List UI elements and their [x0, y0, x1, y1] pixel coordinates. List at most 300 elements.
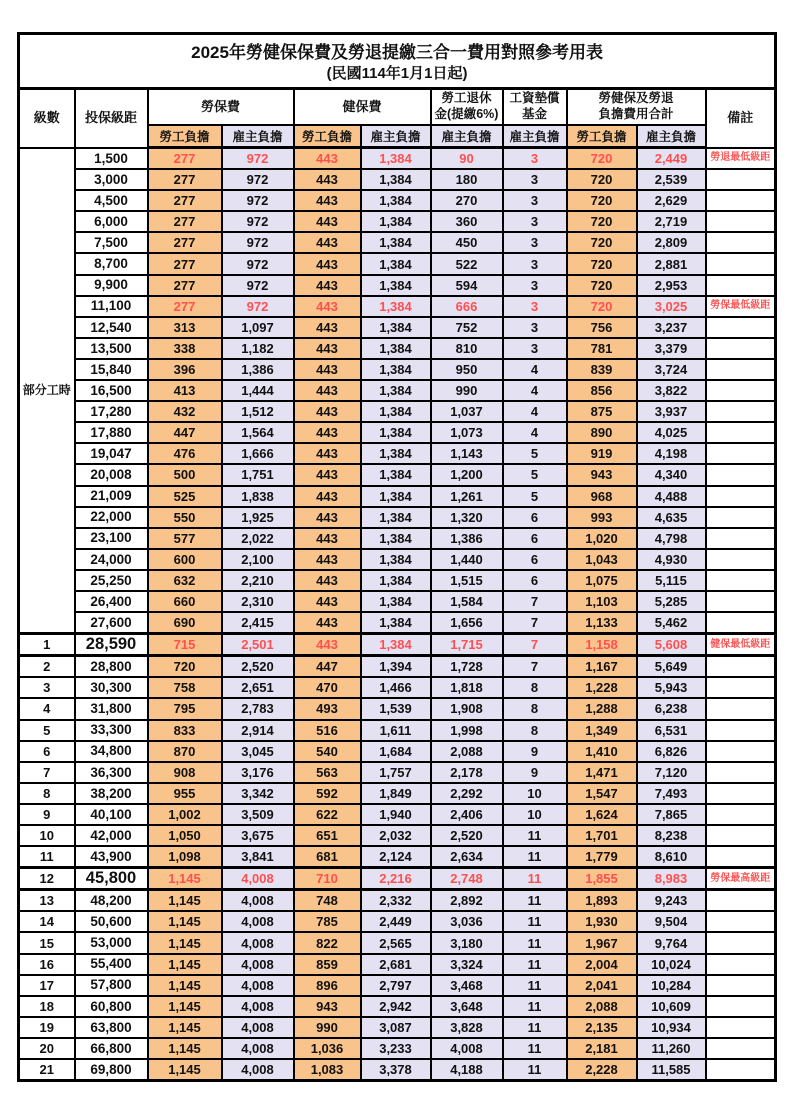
value-cell: 666 — [431, 296, 503, 317]
value-cell: 4,008 — [222, 954, 294, 975]
value-cell: 9,243 — [637, 890, 706, 912]
table-row — [19, 169, 776, 190]
value-cell: 896 — [294, 975, 361, 996]
value-cell: 4,025 — [637, 422, 706, 443]
table-row — [19, 253, 776, 274]
value-cell: 1,386 — [431, 528, 503, 549]
value-cell: 2,032 — [361, 825, 431, 846]
value-cell: 1,925 — [222, 507, 294, 528]
value-cell: 1,097 — [222, 317, 294, 338]
value-cell: 443 — [294, 612, 361, 634]
remark-cell — [706, 656, 776, 678]
value-cell: 4,008 — [222, 890, 294, 912]
value-cell: 1,998 — [431, 720, 503, 741]
value-cell: 277 — [148, 211, 222, 232]
value-cell: 1,158 — [567, 634, 637, 656]
value-cell: 2,719 — [637, 211, 706, 232]
value-cell: 2,565 — [361, 932, 431, 953]
table-row — [19, 825, 776, 846]
bracket-cell: 40,100 — [75, 804, 148, 825]
value-cell: 1,145 — [148, 932, 222, 953]
remark-cell — [706, 996, 776, 1017]
table-row — [19, 380, 776, 401]
value-cell: 3,342 — [222, 783, 294, 804]
value-cell: 11 — [503, 1017, 567, 1038]
remark-cell — [706, 443, 776, 464]
value-cell: 1,167 — [567, 656, 637, 678]
bracket-cell: 45,800 — [75, 868, 148, 890]
remark-cell — [706, 825, 776, 846]
value-cell: 4,008 — [222, 1017, 294, 1038]
value-cell: 2,449 — [637, 148, 706, 170]
table-header — [19, 34, 776, 148]
value-cell: 756 — [567, 317, 637, 338]
value-cell: 443 — [294, 275, 361, 296]
value-cell: 1,182 — [222, 338, 294, 359]
value-cell: 720 — [567, 148, 637, 170]
value-cell: 919 — [567, 443, 637, 464]
value-cell: 443 — [294, 507, 361, 528]
value-cell: 4,008 — [222, 996, 294, 1017]
bracket-cell: 57,800 — [75, 975, 148, 996]
bracket-cell: 53,000 — [75, 932, 148, 953]
value-cell: 4,008 — [222, 1038, 294, 1059]
value-cell: 3 — [503, 232, 567, 253]
value-cell: 1,440 — [431, 549, 503, 570]
value-cell: 972 — [222, 211, 294, 232]
value-cell: 1,098 — [148, 846, 222, 868]
value-cell: 822 — [294, 932, 361, 953]
value-cell: 1,349 — [567, 720, 637, 741]
value-cell: 2,100 — [222, 549, 294, 570]
value-cell: 2,809 — [637, 232, 706, 253]
value-cell: 990 — [431, 380, 503, 401]
value-cell: 943 — [294, 996, 361, 1017]
value-cell: 1,908 — [431, 698, 503, 719]
value-cell: 3,045 — [222, 741, 294, 762]
value-cell: 6,238 — [637, 698, 706, 719]
bracket-cell: 55,400 — [75, 954, 148, 975]
bracket-cell: 28,800 — [75, 656, 148, 678]
value-cell: 493 — [294, 698, 361, 719]
value-cell: 443 — [294, 253, 361, 274]
value-cell: 1,515 — [431, 570, 503, 591]
level-cell: 6 — [19, 741, 75, 762]
value-cell: 1,751 — [222, 464, 294, 485]
header-level: 級數 — [19, 89, 75, 148]
value-cell: 1,611 — [361, 720, 431, 741]
value-cell: 1,145 — [148, 890, 222, 912]
bracket-cell: 66,800 — [75, 1038, 148, 1059]
value-cell: 11 — [503, 1038, 567, 1059]
value-cell: 720 — [567, 211, 637, 232]
subheader-fund-employer: 雇主負擔 — [503, 125, 567, 148]
value-cell: 632 — [148, 570, 222, 591]
subheader-health-employee: 勞工負擔 — [294, 125, 361, 148]
value-cell: 443 — [294, 570, 361, 591]
bracket-cell: 4,500 — [75, 190, 148, 211]
remark-cell: 勞保最低級距 — [706, 296, 776, 317]
value-cell: 11 — [503, 890, 567, 912]
level-cell: 10 — [19, 825, 75, 846]
bracket-cell: 43,900 — [75, 846, 148, 868]
value-cell: 972 — [222, 275, 294, 296]
value-cell: 1,384 — [361, 464, 431, 485]
value-cell: 443 — [294, 338, 361, 359]
remark-cell — [706, 1038, 776, 1059]
header-bracket: 投保級距 — [75, 89, 148, 148]
value-cell: 6 — [503, 528, 567, 549]
remark-cell — [706, 698, 776, 719]
value-cell: 690 — [148, 612, 222, 634]
value-cell: 8 — [503, 677, 567, 698]
value-cell: 11 — [503, 1059, 567, 1081]
bracket-cell: 15,840 — [75, 359, 148, 380]
value-cell: 2,088 — [567, 996, 637, 1017]
value-cell: 1,145 — [148, 975, 222, 996]
remark-cell: 健保最低級距 — [706, 634, 776, 656]
value-cell: 9,764 — [637, 932, 706, 953]
title-row — [19, 34, 776, 89]
value-cell: 277 — [148, 169, 222, 190]
bracket-cell: 69,800 — [75, 1059, 148, 1081]
value-cell: 720 — [567, 232, 637, 253]
value-cell: 6 — [503, 570, 567, 591]
value-cell: 577 — [148, 528, 222, 549]
level-cell: 4 — [19, 698, 75, 719]
value-cell: 1,145 — [148, 1017, 222, 1038]
value-cell: 1,666 — [222, 443, 294, 464]
value-cell: 7 — [503, 634, 567, 656]
value-cell: 785 — [294, 911, 361, 932]
remark-cell — [706, 954, 776, 975]
premium-reference-table — [17, 32, 777, 1082]
value-cell: 5,462 — [637, 612, 706, 634]
value-cell: 1,471 — [567, 762, 637, 783]
value-cell: 1,384 — [361, 338, 431, 359]
value-cell: 3 — [503, 275, 567, 296]
bracket-cell: 17,280 — [75, 401, 148, 422]
subheader-total-employer: 雇主負擔 — [637, 125, 706, 148]
value-cell: 277 — [148, 190, 222, 211]
remark-cell — [706, 591, 776, 612]
table-row — [19, 401, 776, 422]
value-cell: 11 — [503, 825, 567, 846]
level-cell: 3 — [19, 677, 75, 698]
value-cell: 11 — [503, 932, 567, 953]
bracket-cell: 3,000 — [75, 169, 148, 190]
value-cell: 443 — [294, 422, 361, 443]
value-cell: 870 — [148, 741, 222, 762]
value-cell: 1,779 — [567, 846, 637, 868]
value-cell: 525 — [148, 486, 222, 507]
value-cell: 360 — [431, 211, 503, 232]
remark-cell — [706, 359, 776, 380]
bracket-cell: 13,500 — [75, 338, 148, 359]
bracket-cell: 48,200 — [75, 890, 148, 912]
value-cell: 2,310 — [222, 591, 294, 612]
bracket-cell: 36,300 — [75, 762, 148, 783]
part-time-merged-cell: 部分工時 — [19, 148, 75, 634]
bracket-cell: 33,300 — [75, 720, 148, 741]
value-cell: 810 — [431, 338, 503, 359]
table-row — [19, 975, 776, 996]
level-cell: 20 — [19, 1038, 75, 1059]
remark-cell — [706, 570, 776, 591]
value-cell: 1,967 — [567, 932, 637, 953]
remark-cell — [706, 507, 776, 528]
value-cell: 2,022 — [222, 528, 294, 549]
value-cell: 2,332 — [361, 890, 431, 912]
remark-cell — [706, 932, 776, 953]
value-cell: 2,881 — [637, 253, 706, 274]
bracket-cell: 9,900 — [75, 275, 148, 296]
value-cell: 972 — [222, 253, 294, 274]
value-cell: 1,384 — [361, 528, 431, 549]
remark-cell — [706, 169, 776, 190]
value-cell: 2,681 — [361, 954, 431, 975]
value-cell: 522 — [431, 253, 503, 274]
value-cell: 1,145 — [148, 1059, 222, 1081]
value-cell: 908 — [148, 762, 222, 783]
bracket-cell: 63,800 — [75, 1017, 148, 1038]
value-cell: 443 — [294, 528, 361, 549]
value-cell: 592 — [294, 783, 361, 804]
remark-cell — [706, 275, 776, 296]
value-cell: 1,384 — [361, 232, 431, 253]
value-cell: 720 — [567, 296, 637, 317]
value-cell: 1,855 — [567, 868, 637, 890]
bracket-cell: 12,540 — [75, 317, 148, 338]
value-cell: 1,384 — [361, 612, 431, 634]
bracket-cell: 7,500 — [75, 232, 148, 253]
value-cell: 277 — [148, 275, 222, 296]
value-cell: 1,384 — [361, 359, 431, 380]
value-cell: 1,584 — [431, 591, 503, 612]
value-cell: 3 — [503, 190, 567, 211]
header-labor-insurance: 勞保費 — [148, 89, 294, 126]
value-cell: 443 — [294, 190, 361, 211]
remark-cell — [706, 549, 776, 570]
value-cell: 1,838 — [222, 486, 294, 507]
value-cell: 476 — [148, 443, 222, 464]
value-cell: 1,384 — [361, 591, 431, 612]
value-cell: 875 — [567, 401, 637, 422]
table-row — [19, 190, 776, 211]
value-cell: 11,260 — [637, 1038, 706, 1059]
table-row — [19, 954, 776, 975]
value-cell: 594 — [431, 275, 503, 296]
remark-cell — [706, 1059, 776, 1081]
level-cell: 14 — [19, 911, 75, 932]
value-cell: 4,635 — [637, 507, 706, 528]
table-row — [19, 1059, 776, 1081]
value-cell: 2,797 — [361, 975, 431, 996]
value-cell: 432 — [148, 401, 222, 422]
bracket-cell: 1,500 — [75, 148, 148, 170]
value-cell: 4,188 — [431, 1059, 503, 1081]
value-cell: 2,634 — [431, 846, 503, 868]
bracket-cell: 27,600 — [75, 612, 148, 634]
value-cell: 1,940 — [361, 804, 431, 825]
bracket-cell: 17,880 — [75, 422, 148, 443]
value-cell: 500 — [148, 464, 222, 485]
value-cell: 1,288 — [567, 698, 637, 719]
remark-cell — [706, 677, 776, 698]
value-cell: 3,324 — [431, 954, 503, 975]
value-cell: 1,849 — [361, 783, 431, 804]
bracket-cell: 16,500 — [75, 380, 148, 401]
value-cell: 781 — [567, 338, 637, 359]
value-cell: 890 — [567, 422, 637, 443]
value-cell: 2,135 — [567, 1017, 637, 1038]
value-cell: 943 — [567, 464, 637, 485]
value-cell: 972 — [222, 148, 294, 170]
value-cell: 2,124 — [361, 846, 431, 868]
value-cell: 11 — [503, 868, 567, 890]
value-cell: 4,340 — [637, 464, 706, 485]
value-cell: 443 — [294, 591, 361, 612]
value-cell: 1,757 — [361, 762, 431, 783]
value-cell: 856 — [567, 380, 637, 401]
value-cell: 4 — [503, 401, 567, 422]
table-row — [19, 296, 776, 317]
value-cell: 1,083 — [294, 1059, 361, 1081]
value-cell: 752 — [431, 317, 503, 338]
value-cell: 1,893 — [567, 890, 637, 912]
value-cell: 443 — [294, 401, 361, 422]
value-cell: 550 — [148, 507, 222, 528]
header-pension — [431, 89, 503, 126]
value-cell: 1,384 — [361, 549, 431, 570]
value-cell: 1,384 — [361, 507, 431, 528]
value-cell: 720 — [567, 275, 637, 296]
value-cell: 955 — [148, 783, 222, 804]
table-row — [19, 232, 776, 253]
table-row — [19, 762, 776, 783]
value-cell: 443 — [294, 549, 361, 570]
value-cell: 839 — [567, 359, 637, 380]
value-cell: 1,133 — [567, 612, 637, 634]
value-cell: 1,930 — [567, 911, 637, 932]
value-cell: 972 — [222, 232, 294, 253]
value-cell: 2,953 — [637, 275, 706, 296]
value-cell: 8,610 — [637, 846, 706, 868]
page-subtitle: (民國114年1月1日起) — [326, 64, 468, 82]
subheader-pension-employer: 雇主負擔 — [431, 125, 503, 148]
value-cell: 5,608 — [637, 634, 706, 656]
bracket-cell: 26,400 — [75, 591, 148, 612]
table-row — [19, 741, 776, 762]
bracket-cell: 19,047 — [75, 443, 148, 464]
level-cell: 19 — [19, 1017, 75, 1038]
level-cell: 5 — [19, 720, 75, 741]
value-cell: 10,024 — [637, 954, 706, 975]
value-cell: 4,930 — [637, 549, 706, 570]
table-row — [19, 422, 776, 443]
header-pension-line2: 金(提繳6%) — [434, 107, 499, 121]
header-pension-line1: 勞工退休 — [441, 91, 492, 106]
value-cell: 3,180 — [431, 932, 503, 953]
bracket-cell: 21,009 — [75, 486, 148, 507]
value-cell: 1,320 — [431, 507, 503, 528]
value-cell: 990 — [294, 1017, 361, 1038]
table-row — [19, 464, 776, 485]
value-cell: 2,449 — [361, 911, 431, 932]
remark-cell — [706, 804, 776, 825]
value-cell: 859 — [294, 954, 361, 975]
value-cell: 3,822 — [637, 380, 706, 401]
value-cell: 1,145 — [148, 954, 222, 975]
remark-cell — [706, 338, 776, 359]
value-cell: 1,384 — [361, 443, 431, 464]
remark-cell — [706, 422, 776, 443]
remark-cell — [706, 317, 776, 338]
table-row — [19, 846, 776, 868]
value-cell: 8 — [503, 698, 567, 719]
value-cell: 1,384 — [361, 148, 431, 170]
value-cell: 443 — [294, 380, 361, 401]
table-row — [19, 868, 776, 890]
remark-cell — [706, 401, 776, 422]
level-cell: 2 — [19, 656, 75, 678]
value-cell: 1,143 — [431, 443, 503, 464]
value-cell: 447 — [294, 656, 361, 678]
bracket-cell: 42,000 — [75, 825, 148, 846]
value-cell: 7,120 — [637, 762, 706, 783]
value-cell: 2,942 — [361, 996, 431, 1017]
value-cell: 3,237 — [637, 317, 706, 338]
table-row — [19, 1038, 776, 1059]
value-cell: 277 — [148, 232, 222, 253]
value-cell: 2,539 — [637, 169, 706, 190]
value-cell: 7,865 — [637, 804, 706, 825]
value-cell: 2,041 — [567, 975, 637, 996]
remark-cell: 勞退最低級距 — [706, 148, 776, 170]
table-row — [19, 612, 776, 634]
value-cell: 3,675 — [222, 825, 294, 846]
remark-cell — [706, 612, 776, 634]
value-cell: 715 — [148, 634, 222, 656]
bracket-cell: 60,800 — [75, 996, 148, 1017]
level-cell: 17 — [19, 975, 75, 996]
value-cell: 6,531 — [637, 720, 706, 741]
value-cell: 1,384 — [361, 486, 431, 507]
value-cell: 443 — [294, 464, 361, 485]
value-cell: 6 — [503, 507, 567, 528]
value-cell: 3,379 — [637, 338, 706, 359]
value-cell: 11,585 — [637, 1059, 706, 1081]
value-cell: 11 — [503, 911, 567, 932]
subheader-labor-employee: 勞工負擔 — [148, 125, 222, 148]
value-cell: 277 — [148, 296, 222, 317]
value-cell: 1,444 — [222, 380, 294, 401]
value-cell: 1,384 — [361, 169, 431, 190]
table-row — [19, 549, 776, 570]
value-cell: 3 — [503, 296, 567, 317]
value-cell: 396 — [148, 359, 222, 380]
value-cell: 10,609 — [637, 996, 706, 1017]
table-row — [19, 275, 776, 296]
value-cell: 3,468 — [431, 975, 503, 996]
value-cell: 1,043 — [567, 549, 637, 570]
value-cell: 443 — [294, 443, 361, 464]
remark-cell — [706, 975, 776, 996]
table-row — [19, 890, 776, 912]
value-cell: 1,384 — [361, 211, 431, 232]
table-row — [19, 1017, 776, 1038]
value-cell: 3,648 — [431, 996, 503, 1017]
